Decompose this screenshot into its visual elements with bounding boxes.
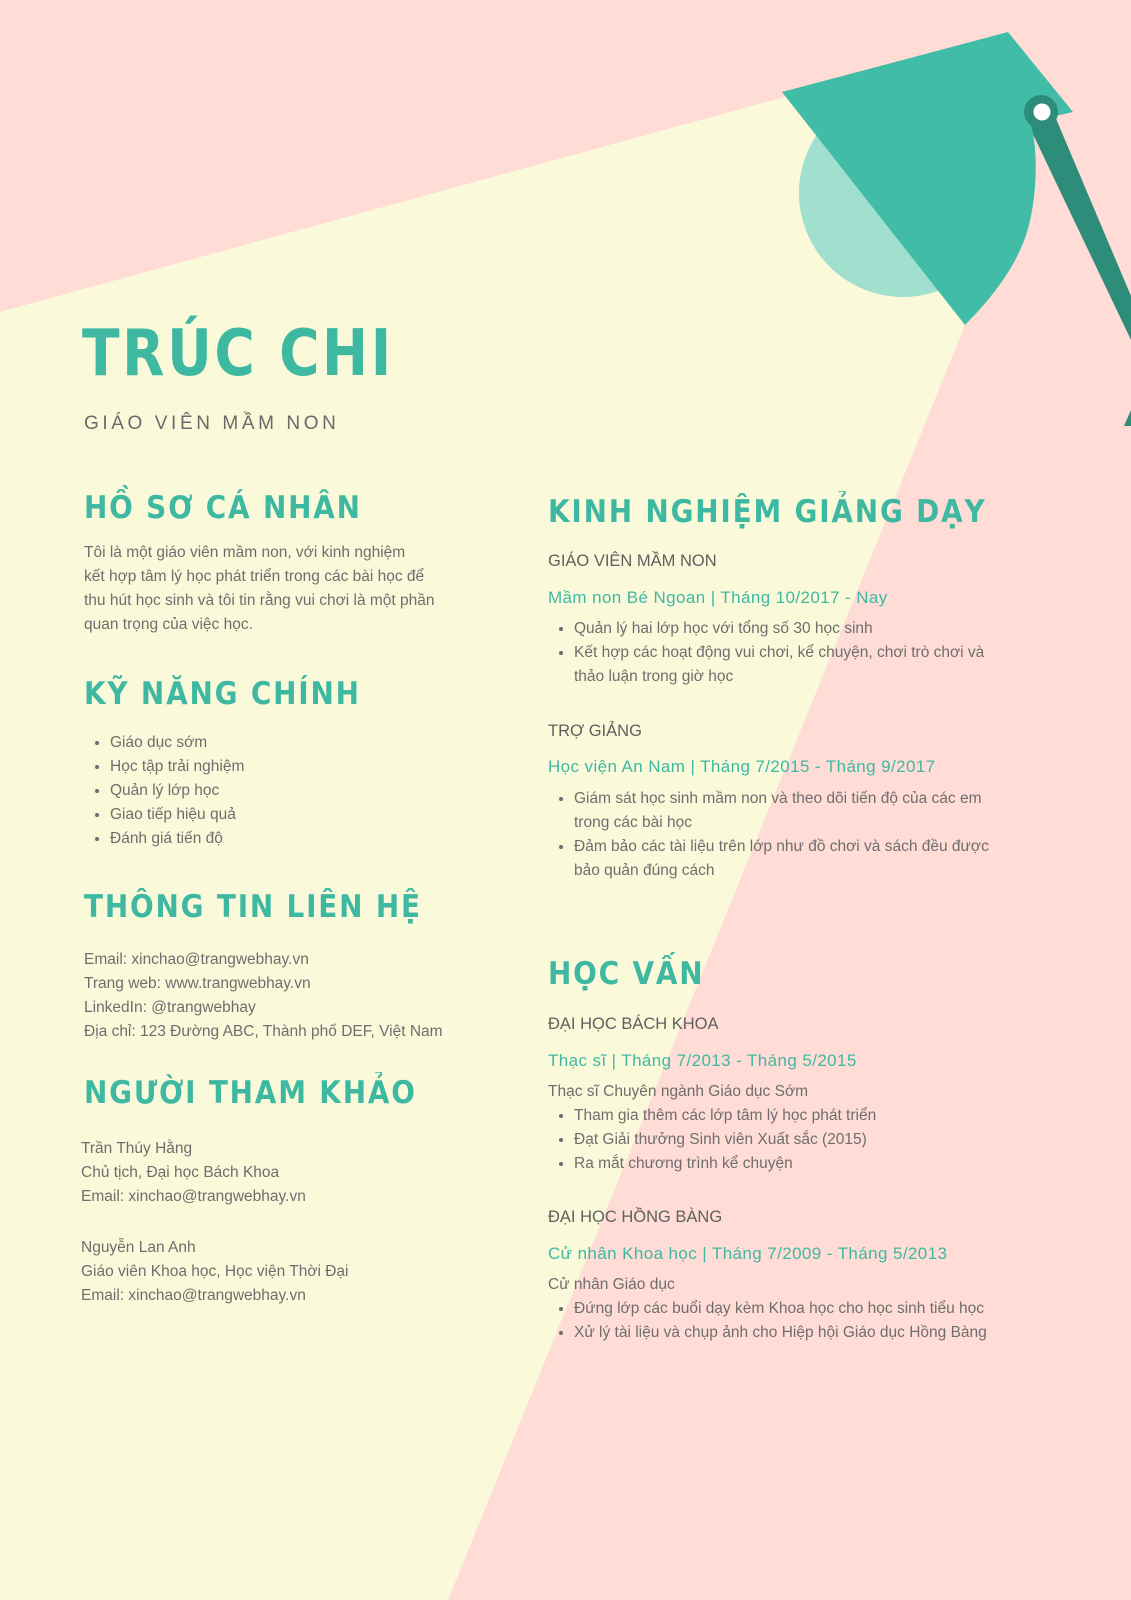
reference-2 — [81, 1236, 349, 1308]
skill-item: • Học tập trải nghiệm — [110, 755, 244, 779]
job-place-2: Học viện An Nam | Tháng 7/2015 - Tháng 9/2017 — [548, 757, 936, 776]
skill-item: • Giáo dục sớm — [110, 731, 244, 755]
profile-line: quan trọng của việc học. — [84, 616, 253, 633]
school-degree-2: Cử nhân Khoa học | Tháng 7/2009 - Tháng 5/2013 — [548, 1244, 948, 1263]
education-heading: HỌC VẤN — [548, 956, 705, 992]
school-major-2: Cử nhân Giáo dục — [548, 1276, 675, 1293]
experience-heading: KINH NGHIỆM GIẢNG DẠY — [548, 494, 987, 530]
job-bullet: • Giám sát học sinh mầm non và theo dõi tiến độ của các em trong các bài học — [574, 787, 989, 835]
job-bullet: • Kết hợp các hoạt động vui chơi, kể chuyện, chơi trò chơi và thảo luận trong giờ học — [574, 641, 984, 689]
reference-1 — [81, 1137, 306, 1209]
education-bullet: • Đứng lớp các buổi dạy kèm Khoa học cho học sinh tiểu học — [574, 1297, 987, 1321]
skill-item: • Đánh giá tiến độ — [110, 827, 244, 851]
reference-role: Giáo viên Khoa học, Học viện Thời Đại — [81, 1263, 349, 1280]
school-major-1: Thạc sĩ Chuyên ngành Giáo dục Sớm — [548, 1083, 809, 1100]
school-bullets-2 — [548, 1297, 987, 1345]
school-name-1: ĐẠI HỌC BÁCH KHOA — [548, 1015, 719, 1033]
school-degree-1: Thạc sĩ | Tháng 7/2013 - Tháng 5/2015 — [548, 1051, 857, 1070]
education-bullet: • Tham gia thêm các lớp tâm lý học phát triển — [574, 1104, 876, 1128]
contact-website: Trang web: www.trangwebhay.vn — [84, 975, 311, 992]
contact-linkedin: LinkedIn: @trangwebhay — [84, 999, 256, 1016]
job-bullet: • Đảm bảo các tài liệu trên lớp như đồ chơi và sách đều được bảo quản đúng cách — [574, 835, 989, 883]
references-heading: NGƯỜI THAM KHẢO — [84, 1075, 417, 1111]
contact-heading: THÔNG TIN LIÊN HỆ — [84, 889, 422, 925]
school-bullets-1 — [548, 1104, 876, 1176]
reference-email: Email: xinchao@trangwebhay.vn — [81, 1188, 306, 1205]
reference-role: Chủ tịch, Đại học Bách Khoa — [81, 1164, 280, 1181]
education-bullet: • Xử lý tài liệu và chụp ảnh cho Hiệp hội Giáo dục Hồng Bàng — [574, 1321, 987, 1345]
profile-line: thu hút học sinh và tôi tin rằng vui chơi là một phần — [84, 592, 435, 609]
contact-info — [84, 948, 443, 1044]
job-title: GIÁO VIÊN MẦM NON — [84, 413, 340, 434]
education-bullet: • Ra mắt chương trình kể chuyện — [574, 1152, 876, 1176]
profile-line: kết hợp tâm lý học phát triển trong các bài học để — [84, 568, 425, 585]
job-bullet: • Quản lý hai lớp học với tổng số 30 học sinh — [574, 617, 984, 641]
skills-heading: KỸ NĂNG CHÍNH — [84, 676, 361, 712]
contact-address: Địa chỉ: 123 Đường ABC, Thành phố DEF, Việt Nam — [84, 1023, 443, 1040]
job-place-1: Mầm non Bé Ngoan | Tháng 10/2017 - Nay — [548, 588, 888, 607]
candidate-name: TRÚC CHI — [82, 317, 394, 391]
profile-text — [84, 541, 435, 637]
profile-heading: HỒ SƠ CÁ NHÂN — [84, 490, 362, 526]
school-name-2: ĐẠI HỌC HỒNG BÀNG — [548, 1208, 723, 1226]
skill-item: • Quản lý lớp học — [110, 779, 244, 803]
job-title-1: GIÁO VIÊN MẦM NON — [548, 552, 717, 570]
skills-list — [84, 731, 244, 851]
job-bullets-1 — [548, 617, 984, 689]
profile-line: Tôi là một giáo viên mầm non, với kinh nghiệm — [84, 544, 406, 561]
job-title-2: TRỢ GIẢNG — [548, 722, 642, 740]
education-bullet: • Đạt Giải thưởng Sinh viên Xuất sắc (2015) — [574, 1128, 876, 1152]
reference-name: Nguyễn Lan Anh — [81, 1239, 196, 1256]
job-bullets-2 — [548, 787, 989, 883]
reference-email: Email: xinchao@trangwebhay.vn — [81, 1287, 306, 1304]
contact-email: Email: xinchao@trangwebhay.vn — [84, 951, 309, 968]
reference-name: Trần Thúy Hằng — [81, 1140, 193, 1157]
skill-item: • Giao tiếp hiệu quả — [110, 803, 244, 827]
